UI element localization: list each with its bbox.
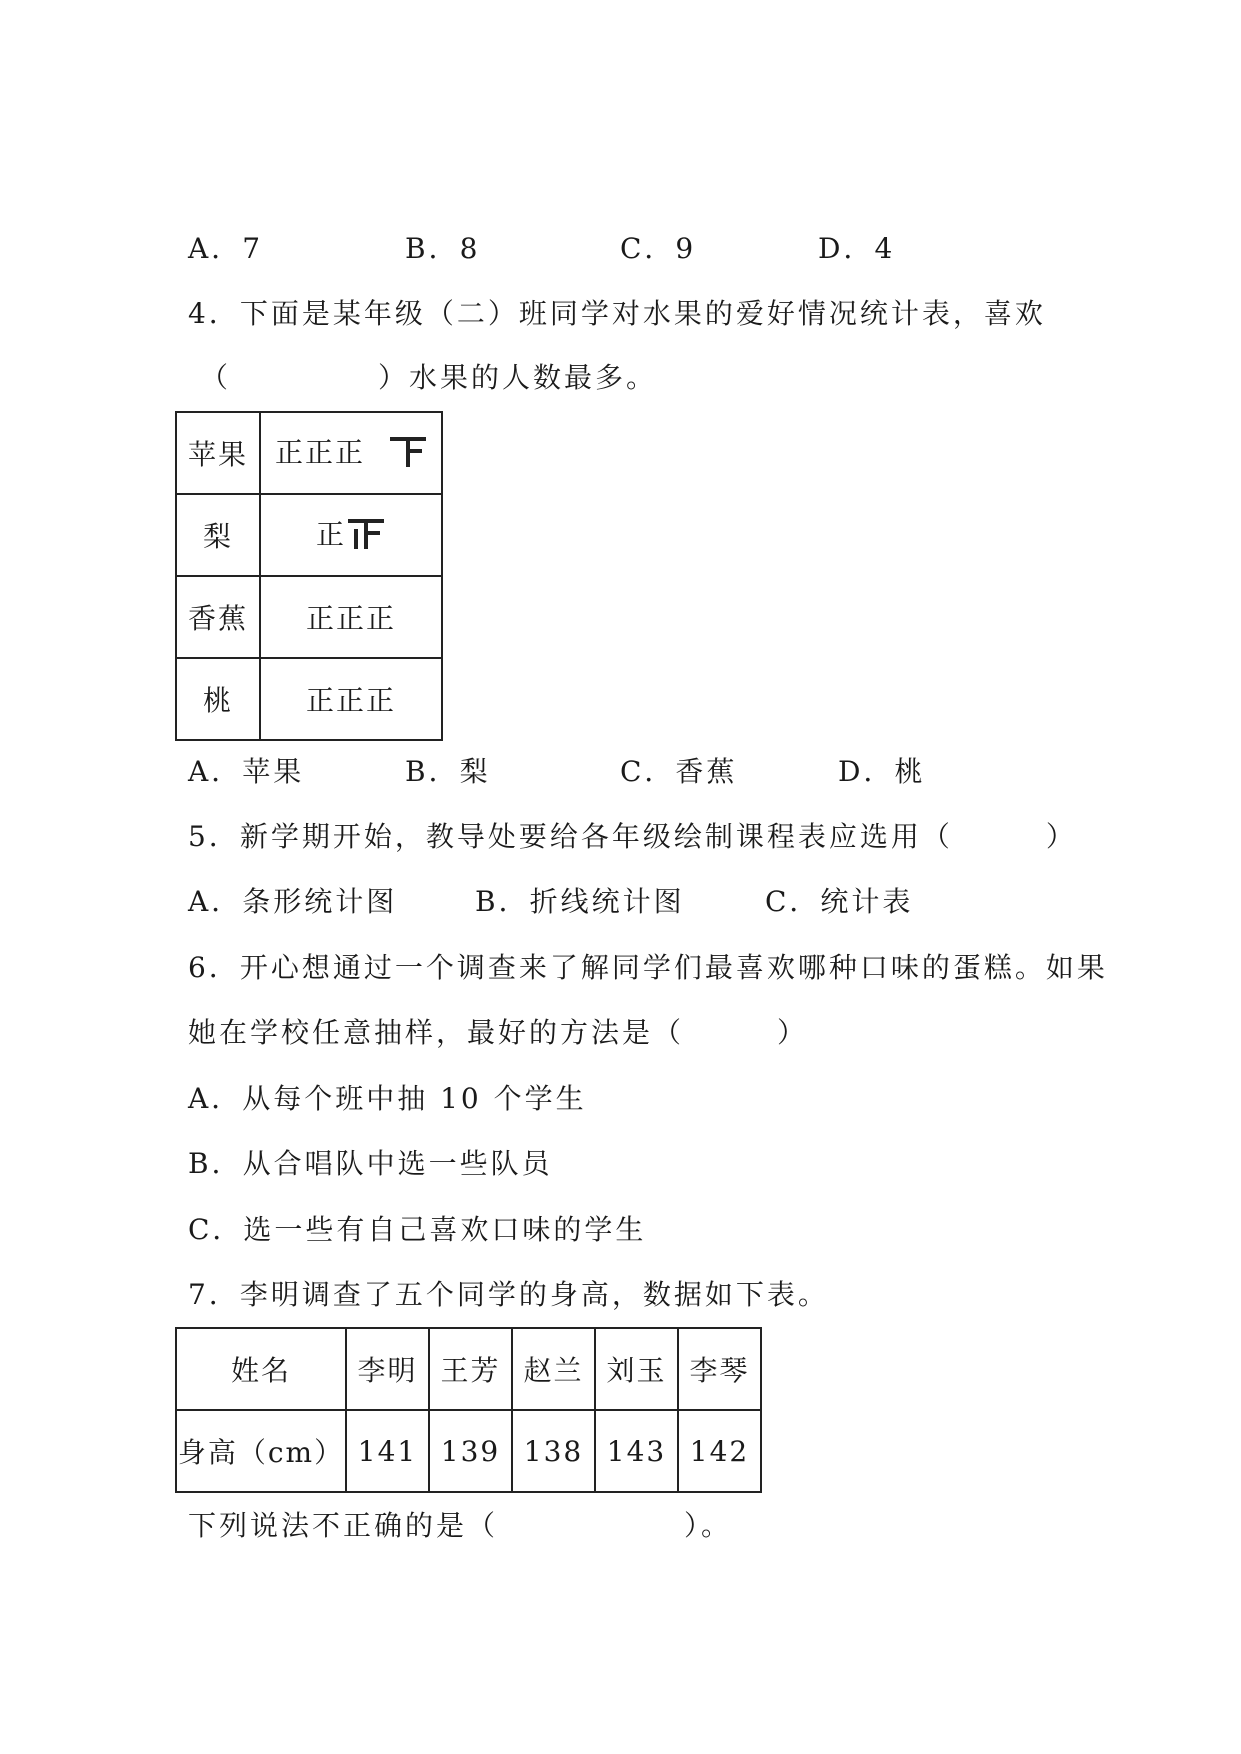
q4-question-line2: ）水果的人数最多。 <box>378 361 658 394</box>
q6-option-a: A．从每个班中抽 10 个学生 <box>188 1082 587 1115</box>
q6-question-line2: 她在学校任意抽样，最好的方法是（ ） <box>188 1016 809 1049</box>
partial-tally-mark <box>346 515 386 558</box>
header-label-cell: 姓名 <box>176 1328 346 1410</box>
q4-option-b: B．梨 <box>405 755 491 788</box>
q5-option-b: B．折线统计图 <box>475 885 685 918</box>
q6-option-c: C．选一些有自己喜欢口味的学生 <box>188 1213 647 1246</box>
height-value-cell: 142 <box>678 1410 761 1492</box>
q3-option-d: D．4 <box>818 232 896 265</box>
q3-option-c: C．9 <box>620 232 697 265</box>
q6-option-b: B．从合唱队中选一些队员 <box>188 1147 553 1180</box>
q5-option-c: C．统计表 <box>765 885 914 918</box>
tally-cell <box>260 412 442 494</box>
height-value-cell: 138 <box>512 1410 595 1492</box>
partial-tally-mark <box>388 433 428 476</box>
tally-cell: 正正正 <box>260 658 442 740</box>
fruit-name-cell: 桃 <box>176 658 260 740</box>
tally-cell <box>260 494 442 576</box>
q4-question-line1: 4．下面是某年级（二）班同学对水果的爱好情况统计表，喜欢 <box>188 297 1046 330</box>
height-value-cell: 143 <box>595 1410 678 1492</box>
q4-option-c: C．香蕉 <box>620 755 738 788</box>
name-cell: 李明 <box>346 1328 429 1410</box>
height-value-cell: 139 <box>429 1410 512 1492</box>
tally-cell: 正正正 <box>260 576 442 658</box>
height-table <box>175 1327 762 1493</box>
name-cell: 赵兰 <box>512 1328 595 1410</box>
q7-followup-question: 下列说法不正确的是（ ）。 <box>188 1509 733 1542</box>
fruit-name-cell: 梨 <box>176 494 260 576</box>
q4-option-a: A．苹果 <box>188 755 305 788</box>
row-label-cell: 身高（cm） <box>176 1410 346 1492</box>
fruit-name-cell: 苹果 <box>176 412 260 494</box>
fruit-tally-table <box>175 411 443 741</box>
q4-blank-open: （ <box>200 361 232 394</box>
name-cell: 刘玉 <box>595 1328 678 1410</box>
q7-question: 7．李明调查了五个同学的身高，数据如下表。 <box>188 1278 829 1311</box>
q5-option-a: A．条形统计图 <box>188 885 398 918</box>
q3-option-b: B．8 <box>405 232 481 265</box>
tally-text: 正 <box>315 517 346 551</box>
name-cell: 王芳 <box>429 1328 512 1410</box>
fruit-name-cell: 香蕉 <box>176 576 260 658</box>
q6-question-line1: 6．开心想通过一个调查来了解同学们最喜欢哪种口味的蛋糕。如果 <box>188 951 1108 984</box>
name-cell: 李琴 <box>678 1328 761 1410</box>
height-value-cell: 141 <box>346 1410 429 1492</box>
q4-option-d: D．桃 <box>838 755 926 788</box>
tally-text: 正正正 <box>275 435 366 469</box>
q5-question: 5．新学期开始，教导处要给各年级绘制课程表应选用（ ） <box>188 820 1077 853</box>
q3-option-a: A．7 <box>188 232 264 265</box>
